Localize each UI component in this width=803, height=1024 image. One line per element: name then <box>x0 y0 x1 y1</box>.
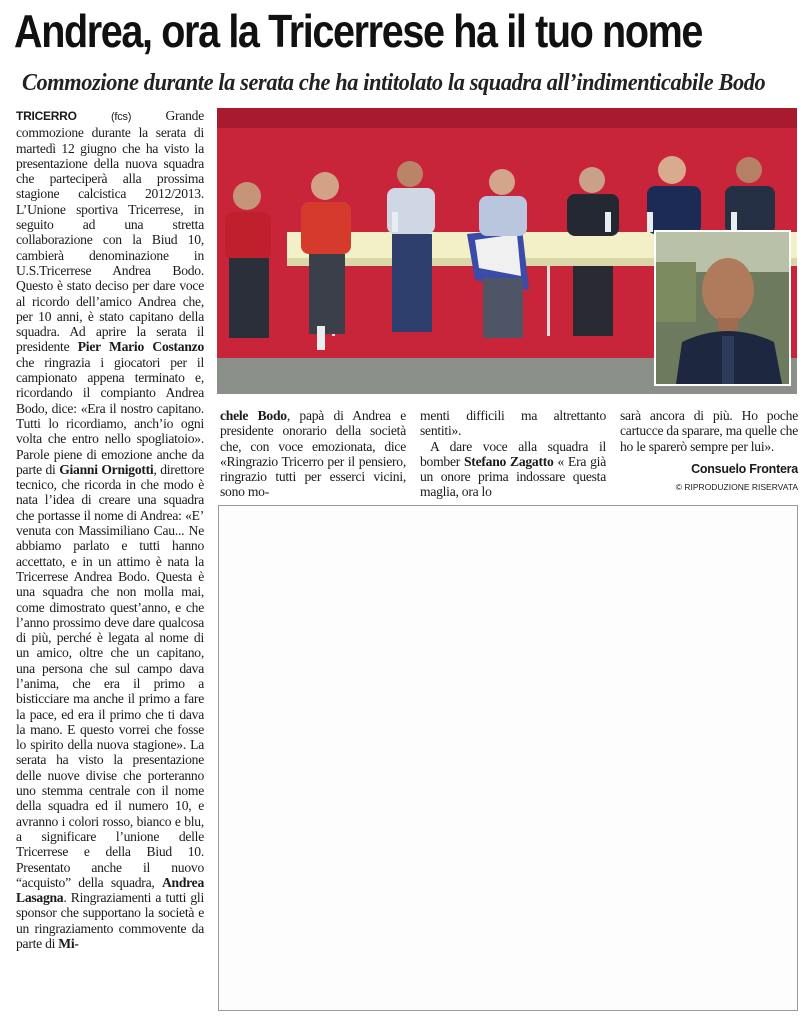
paragraph <box>220 408 406 500</box>
paragraph: sarà ancora di più. Ho poche cartucce da sparare, ma quelle che ho le sparerò sempre per lui». <box>620 408 798 454</box>
portrait-illustration <box>656 232 789 384</box>
paragraph <box>420 439 606 500</box>
paragraph <box>16 108 204 951</box>
person-name: Mi- <box>58 936 79 952</box>
blank-area <box>218 505 798 1011</box>
paragraph: menti difficili ma altrettanto sentiti». <box>420 408 606 439</box>
copyright-notice: © RIPRODUZIONE RISERVATA <box>675 482 798 493</box>
subheadline: Commozione durante la serata che ha intitolato la squadra all’indimenticabile Bodo <box>22 70 766 96</box>
agency-tag: (fcs) <box>111 111 132 123</box>
person-name: chele Bodo <box>220 408 287 423</box>
article-column-3 <box>420 408 606 500</box>
player-portrait <box>654 230 791 386</box>
person-name: Gianni Ornigotti <box>59 461 154 477</box>
dateline: TRICERRO <box>16 109 77 123</box>
body-text: , direttore tecnico, che ricorda in che modo è nata l’idea di creare una squadra che portasse il nome di Andrea: «E’ venuta con Massimiliano Cau... Ne abbiamo parlato e tutti hanno accettato, e in un attimo è nata la Tricerrese Andrea Bodo. Questa è una squadra che non molla mai, come dimostrato quest’anno, e che l’anno prossimo deve dare qualcosa di più, perché è legata al nome di un amico, oltre che un capitano, una persona che sul campo dava l’anima, che era il primo a bisticciare ma anche il primo a fare la pace, ed era il primo che ti dava la mano. E questo vorrei che fosse lo spirito della nuova stagione». La serata ha visto la presentazione delle nuove divise che porteranno uno stemma centrale con il nome della squadra ed il numero 10, e avranno i colori rosso, bianco e blu, a significare l’unione delle Tricerrese e della Biud 10. Presentato anche il nuovo “acquisto” della squadra, <box>16 461 205 890</box>
person-name: Pier Mario Costanzo <box>77 339 204 355</box>
body-text: . Ringraziamenti a tutti gli sponsor che supportano la società e un ringraziamento commovente da parte di <box>16 890 204 952</box>
body-text: « Era già un onore prima indossare questa maglia, ora lo <box>420 453 606 500</box>
author-byline: Consuelo Frontera <box>691 461 798 476</box>
body-text: che ringrazia i giocatori per il campionato appena terminato e, ricordando il compianto Andrea Bodo, dice: «Era il nostro capitano. Tutti lo ricordiamo, anch’io ogni volta che entro nello spogliatoio». Parole piene di emozione anche da parte di <box>16 354 204 477</box>
article-column-2 <box>220 408 406 500</box>
body-text: A dare voce alla squadra il bomber <box>420 438 606 469</box>
article-column-4 <box>620 408 798 495</box>
body-text: Grande commozione durante la serata di martedì 12 giugno che ha visto la presentazione della nuova squadra che parteciperà alla prossima stagione calcistica 2012/2013. L’Unione sportiva Tricerrese, in seguito ad una stretta collaborazione con la Biud 10, cambierà denominazione in U.S.Tricerrese Andrea Bodo. Questo è stato deciso per dare voce al ricordo dell’amico Andrea che, per 10 anni, è stato capitano della squadra. Ad aprire la serata il presidente <box>16 108 204 355</box>
article-column-1 <box>16 108 204 951</box>
body-text: , papà di Andrea e presidente onorario della società che, con voce emozionata, dice «Ringrazio Tricerro per il pensiero, ringrazio tutti per esserci vicini, sono mo- <box>220 408 406 500</box>
person-name: Andrea Lasagna <box>16 874 204 906</box>
headline: Andrea, ora la Tricerrese ha il tuo nome <box>14 5 703 57</box>
person-name: Stefano Zagatto <box>464 453 554 469</box>
